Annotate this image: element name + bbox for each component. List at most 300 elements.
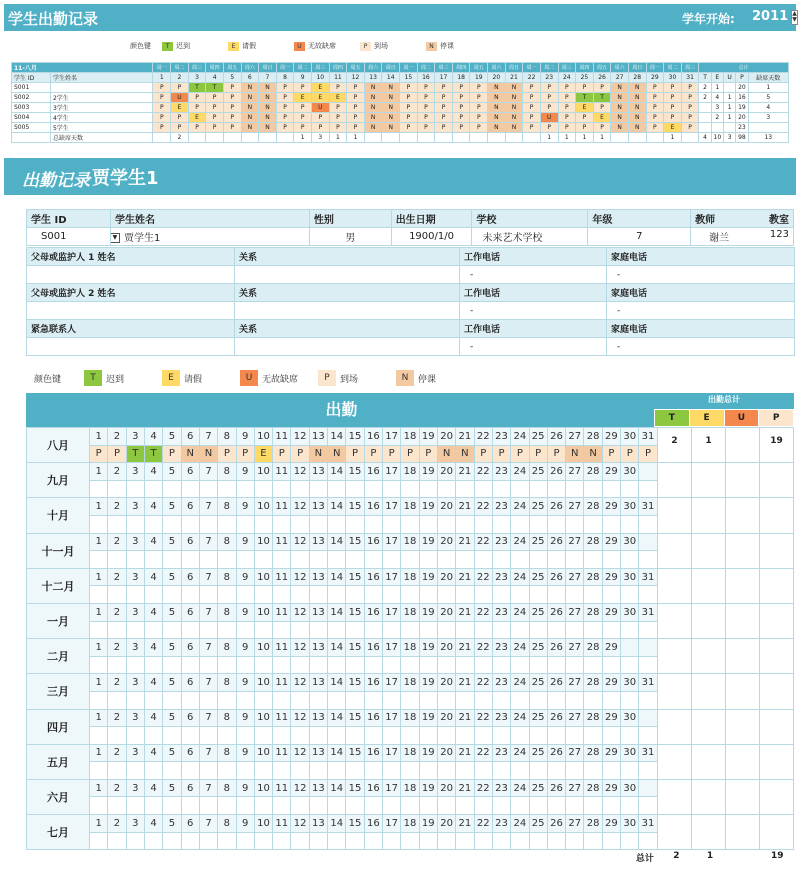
mini-mark[interactable]: N <box>259 83 277 93</box>
attendance-cell[interactable] <box>126 832 144 850</box>
attendance-cell[interactable] <box>108 832 126 850</box>
mini-mark[interactable]: P <box>347 93 365 103</box>
attendance-cell[interactable] <box>566 551 584 569</box>
attendance-cell[interactable] <box>474 656 492 674</box>
mini-mark[interactable]: E <box>329 93 347 103</box>
attendance-cell[interactable]: P <box>547 445 565 463</box>
attendance-cell[interactable]: P <box>108 445 126 463</box>
attendance-cell[interactable] <box>511 762 529 780</box>
attendance-cell[interactable] <box>566 586 584 604</box>
attendance-cell[interactable] <box>602 480 620 498</box>
attendance-cell[interactable] <box>126 480 144 498</box>
attendance-cell[interactable] <box>291 551 309 569</box>
attendance-cell[interactable]: N <box>199 445 217 463</box>
attendance-cell[interactable] <box>621 586 639 604</box>
mini-mark[interactable]: N <box>505 113 523 123</box>
attendance-cell[interactable] <box>456 797 474 815</box>
attendance-cell[interactable] <box>492 656 510 674</box>
attendance-cell[interactable] <box>108 691 126 709</box>
attendance-cell[interactable] <box>309 586 327 604</box>
attendance-cell[interactable] <box>90 515 108 533</box>
mini-mark[interactable]: U <box>311 103 329 113</box>
mini-mark[interactable]: P <box>540 123 558 133</box>
attendance-cell[interactable] <box>437 656 455 674</box>
mini-mark[interactable]: N <box>488 103 506 113</box>
attendance-cell[interactable] <box>419 691 437 709</box>
attendance-cell[interactable] <box>383 762 401 780</box>
mini-mark[interactable]: N <box>611 83 629 93</box>
attendance-cell[interactable] <box>474 762 492 780</box>
mini-mark[interactable]: P <box>646 103 664 113</box>
mini-mark[interactable]: P <box>435 113 453 123</box>
mini-mark[interactable]: P <box>188 123 206 133</box>
mini-mark[interactable]: P <box>435 83 453 93</box>
attendance-cell[interactable] <box>254 656 272 674</box>
mini-mark[interactable]: P <box>206 123 224 133</box>
mini-mark[interactable]: N <box>364 113 382 123</box>
mini-mark[interactable]: N <box>241 113 259 123</box>
attendance-cell[interactable] <box>144 621 162 639</box>
mini-mark[interactable]: N <box>364 93 382 103</box>
guardian-value[interactable] <box>235 302 460 320</box>
attendance-cell[interactable] <box>273 832 291 850</box>
mini-mark[interactable]: P <box>276 93 294 103</box>
attendance-cell[interactable] <box>126 797 144 815</box>
attendance-cell[interactable] <box>163 762 181 780</box>
attendance-cell[interactable] <box>492 586 510 604</box>
attendance-cell[interactable] <box>181 515 199 533</box>
attendance-cell[interactable] <box>566 762 584 780</box>
attendance-cell[interactable] <box>144 551 162 569</box>
mini-mark[interactable]: P <box>294 113 312 123</box>
attendance-cell[interactable] <box>602 515 620 533</box>
attendance-cell[interactable] <box>584 480 602 498</box>
mini-mark[interactable]: N <box>382 123 400 133</box>
attendance-cell[interactable] <box>602 691 620 709</box>
mini-mark[interactable]: P <box>593 83 611 93</box>
attendance-cell[interactable] <box>419 727 437 745</box>
attendance-cell[interactable] <box>437 832 455 850</box>
attendance-cell[interactable] <box>511 621 529 639</box>
attendance-cell[interactable] <box>529 480 547 498</box>
mini-mark[interactable]: N <box>241 123 259 133</box>
attendance-cell[interactable] <box>621 480 639 498</box>
guardian-value[interactable]: - <box>607 302 795 320</box>
attendance-cell[interactable] <box>621 656 639 674</box>
mini-mark[interactable]: P <box>470 123 488 133</box>
mini-mark[interactable]: P <box>576 123 594 133</box>
mini-mark[interactable]: N <box>382 83 400 93</box>
mini-mark[interactable]: P <box>646 123 664 133</box>
attendance-cell[interactable] <box>492 691 510 709</box>
mini-mark[interactable]: P <box>223 123 241 133</box>
mini-mark[interactable]: P <box>558 113 576 123</box>
attendance-cell[interactable] <box>639 832 657 850</box>
attendance-cell[interactable] <box>236 691 254 709</box>
attendance-cell[interactable] <box>218 621 236 639</box>
mini-mark[interactable]: P <box>523 123 541 133</box>
attendance-cell[interactable] <box>126 691 144 709</box>
attendance-cell[interactable] <box>346 727 364 745</box>
attendance-cell[interactable]: T <box>126 445 144 463</box>
mini-mark[interactable]: P <box>576 113 594 123</box>
attendance-cell[interactable] <box>547 480 565 498</box>
mini-mark[interactable]: P <box>664 113 682 123</box>
mini-mark[interactable]: P <box>171 123 189 133</box>
attendance-cell[interactable]: P <box>346 445 364 463</box>
attendance-cell[interactable] <box>547 797 565 815</box>
attendance-cell[interactable] <box>309 656 327 674</box>
attendance-cell[interactable] <box>437 621 455 639</box>
attendance-cell[interactable] <box>492 515 510 533</box>
attendance-cell[interactable] <box>547 762 565 780</box>
attendance-cell[interactable] <box>328 586 346 604</box>
mini-mark[interactable]: P <box>681 123 699 133</box>
mini-mark[interactable]: N <box>488 93 506 103</box>
attendance-cell[interactable] <box>346 797 364 815</box>
mini-mark[interactable]: P <box>311 113 329 123</box>
attendance-cell[interactable] <box>126 621 144 639</box>
attendance-cell[interactable] <box>291 656 309 674</box>
attendance-cell[interactable] <box>346 515 364 533</box>
attendance-cell[interactable] <box>511 832 529 850</box>
mini-mark[interactable]: P <box>276 83 294 93</box>
attendance-cell[interactable] <box>492 727 510 745</box>
attendance-cell[interactable] <box>144 515 162 533</box>
attendance-cell[interactable] <box>383 727 401 745</box>
guardian-value[interactable] <box>27 266 235 284</box>
attendance-cell[interactable] <box>602 656 620 674</box>
attendance-cell[interactable] <box>181 797 199 815</box>
attendance-cell[interactable] <box>236 727 254 745</box>
attendance-cell[interactable] <box>401 762 419 780</box>
attendance-cell[interactable] <box>218 586 236 604</box>
mini-mark[interactable]: P <box>681 83 699 93</box>
attendance-cell[interactable] <box>291 762 309 780</box>
mini-mark[interactable]: P <box>417 83 435 93</box>
mini-mark[interactable]: P <box>329 113 347 123</box>
attendance-cell[interactable] <box>163 797 181 815</box>
attendance-cell[interactable] <box>383 691 401 709</box>
attendance-cell[interactable] <box>639 551 657 569</box>
mini-student-row[interactable] <box>12 113 789 123</box>
mini-mark[interactable]: P <box>470 93 488 103</box>
mini-mark[interactable]: T <box>206 83 224 93</box>
attendance-cell[interactable]: N <box>437 445 455 463</box>
mini-mark[interactable]: E <box>188 113 206 123</box>
attendance-cell[interactable] <box>199 691 217 709</box>
attendance-cell[interactable] <box>566 621 584 639</box>
attendance-cell[interactable]: N <box>456 445 474 463</box>
attendance-cell[interactable] <box>309 621 327 639</box>
attendance-cell[interactable] <box>309 551 327 569</box>
attendance-cell[interactable] <box>218 832 236 850</box>
attendance-cell[interactable] <box>218 727 236 745</box>
mini-mark[interactable]: P <box>329 83 347 93</box>
attendance-cell[interactable] <box>584 691 602 709</box>
attendance-cell[interactable] <box>474 727 492 745</box>
attendance-cell[interactable] <box>218 551 236 569</box>
attendance-cell[interactable] <box>254 621 272 639</box>
attendance-cell[interactable]: P <box>236 445 254 463</box>
attendance-cell[interactable] <box>328 551 346 569</box>
attendance-cell[interactable] <box>383 656 401 674</box>
mini-mark[interactable]: N <box>505 83 523 93</box>
attendance-cell[interactable] <box>401 727 419 745</box>
mini-mark[interactable]: P <box>540 93 558 103</box>
attendance-cell[interactable]: P <box>401 445 419 463</box>
mini-mark[interactable]: P <box>681 113 699 123</box>
attendance-cell[interactable] <box>126 586 144 604</box>
attendance-cell[interactable] <box>492 797 510 815</box>
attendance-cell[interactable]: P <box>511 445 529 463</box>
attendance-cell[interactable] <box>181 762 199 780</box>
attendance-cell[interactable] <box>419 586 437 604</box>
attendance-cell[interactable] <box>437 762 455 780</box>
attendance-cell[interactable] <box>328 515 346 533</box>
attendance-cell[interactable] <box>547 515 565 533</box>
attendance-cell[interactable] <box>383 480 401 498</box>
attendance-cell[interactable] <box>456 586 474 604</box>
attendance-cell[interactable] <box>90 586 108 604</box>
attendance-cell[interactable] <box>566 656 584 674</box>
attendance-cell[interactable] <box>529 797 547 815</box>
mini-mark[interactable]: P <box>347 113 365 123</box>
mini-student-row[interactable] <box>12 93 789 103</box>
attendance-cell[interactable] <box>456 551 474 569</box>
guardian-value[interactable] <box>235 338 460 356</box>
mini-mark[interactable]: P <box>153 103 171 113</box>
mini-mark[interactable]: P <box>452 83 470 93</box>
mini-mark[interactable]: N <box>611 113 629 123</box>
attendance-cell[interactable] <box>456 480 474 498</box>
mini-mark[interactable]: E <box>664 123 682 133</box>
attendance-cell[interactable] <box>529 586 547 604</box>
guardian-value[interactable]: - <box>607 338 795 356</box>
attendance-cell[interactable] <box>639 515 657 533</box>
attendance-cell[interactable] <box>364 762 382 780</box>
attendance-cell[interactable] <box>309 727 327 745</box>
attendance-cell[interactable] <box>144 762 162 780</box>
attendance-cell[interactable]: N <box>309 445 327 463</box>
attendance-cell[interactable] <box>254 762 272 780</box>
mini-mark[interactable]: E <box>576 103 594 113</box>
attendance-cell[interactable] <box>108 551 126 569</box>
attendance-cell[interactable] <box>199 762 217 780</box>
mini-mark[interactable]: P <box>294 123 312 133</box>
attendance-cell[interactable] <box>566 515 584 533</box>
mini-mark[interactable]: P <box>417 93 435 103</box>
attendance-cell[interactable] <box>529 621 547 639</box>
attendance-cell[interactable] <box>328 762 346 780</box>
attendance-cell[interactable] <box>126 727 144 745</box>
attendance-cell[interactable] <box>364 797 382 815</box>
attendance-cell[interactable] <box>254 832 272 850</box>
attendance-cell[interactable] <box>309 832 327 850</box>
attendance-cell[interactable] <box>90 727 108 745</box>
attendance-cell[interactable] <box>163 656 181 674</box>
attendance-cell[interactable] <box>621 515 639 533</box>
attendance-cell[interactable] <box>254 586 272 604</box>
attendance-cell[interactable] <box>547 691 565 709</box>
attendance-cell[interactable] <box>218 480 236 498</box>
attendance-cell[interactable] <box>529 727 547 745</box>
mini-mark[interactable]: P <box>153 123 171 133</box>
mini-mark[interactable]: P <box>329 103 347 113</box>
attendance-cell[interactable] <box>621 621 639 639</box>
attendance-cell[interactable] <box>621 551 639 569</box>
attendance-cell[interactable] <box>218 797 236 815</box>
mini-mark[interactable]: P <box>206 103 224 113</box>
attendance-cell[interactable] <box>529 762 547 780</box>
mini-mark[interactable]: N <box>259 103 277 113</box>
attendance-cell[interactable] <box>364 832 382 850</box>
attendance-cell[interactable] <box>236 656 254 674</box>
mini-mark[interactable]: P <box>171 83 189 93</box>
attendance-cell[interactable] <box>108 797 126 815</box>
attendance-cell[interactable] <box>273 656 291 674</box>
attendance-cell[interactable] <box>364 727 382 745</box>
mini-mark[interactable]: P <box>400 103 418 113</box>
guardian-value[interactable]: - <box>460 338 607 356</box>
mini-mark[interactable]: P <box>558 83 576 93</box>
attendance-cell[interactable] <box>474 586 492 604</box>
mini-mark[interactable]: N <box>382 103 400 113</box>
mini-mark[interactable]: P <box>452 113 470 123</box>
mini-mark[interactable]: P <box>347 103 365 113</box>
attendance-cell[interactable] <box>621 727 639 745</box>
attendance-cell[interactable] <box>602 727 620 745</box>
year-spinner[interactable]: ▲ ▼ <box>792 10 797 23</box>
attendance-cell[interactable] <box>602 551 620 569</box>
attendance-cell[interactable] <box>199 586 217 604</box>
attendance-cell[interactable] <box>456 515 474 533</box>
mini-mark[interactable]: P <box>188 103 206 113</box>
attendance-cell[interactable]: N <box>181 445 199 463</box>
mini-mark[interactable]: N <box>488 123 506 133</box>
attendance-cell[interactable] <box>602 797 620 815</box>
attendance-cell[interactable] <box>492 762 510 780</box>
mini-mark[interactable]: P <box>523 83 541 93</box>
mini-mark[interactable]: P <box>153 113 171 123</box>
attendance-cell[interactable] <box>254 480 272 498</box>
attendance-cell[interactable] <box>529 691 547 709</box>
attendance-cell[interactable] <box>144 656 162 674</box>
attendance-cell[interactable] <box>199 621 217 639</box>
attendance-cell[interactable] <box>547 656 565 674</box>
attendance-cell[interactable] <box>181 586 199 604</box>
mini-mark[interactable]: P <box>206 113 224 123</box>
attendance-cell[interactable] <box>199 727 217 745</box>
attendance-cell[interactable] <box>547 551 565 569</box>
attendance-cell[interactable] <box>383 797 401 815</box>
mini-mark[interactable]: N <box>611 103 629 113</box>
mini-mark[interactable]: E <box>171 103 189 113</box>
attendance-cell[interactable] <box>181 480 199 498</box>
attendance-cell[interactable] <box>419 762 437 780</box>
attendance-cell[interactable] <box>273 551 291 569</box>
attendance-cell[interactable] <box>419 656 437 674</box>
attendance-cell[interactable] <box>621 797 639 815</box>
attendance-cell[interactable] <box>474 551 492 569</box>
mini-mark[interactable]: P <box>470 83 488 93</box>
attendance-cell[interactable] <box>383 621 401 639</box>
mini-mark[interactable]: P <box>576 83 594 93</box>
attendance-cell[interactable]: N <box>328 445 346 463</box>
attendance-cell[interactable] <box>273 621 291 639</box>
mini-mark[interactable]: P <box>206 93 224 103</box>
mini-mark[interactable]: T <box>576 93 594 103</box>
attendance-cell[interactable] <box>639 797 657 815</box>
attendance-cell[interactable]: N <box>566 445 584 463</box>
attendance-cell[interactable] <box>346 621 364 639</box>
attendance-cell[interactable] <box>126 762 144 780</box>
mini-mark[interactable]: N <box>505 123 523 133</box>
guardian-value[interactable] <box>27 302 235 320</box>
attendance-cell[interactable] <box>437 691 455 709</box>
attendance-cell[interactable] <box>474 480 492 498</box>
mini-mark[interactable]: P <box>523 113 541 123</box>
attendance-cell[interactable] <box>584 551 602 569</box>
attendance-cell[interactable] <box>456 656 474 674</box>
mini-mark[interactable]: P <box>523 103 541 113</box>
attendance-cell[interactable] <box>126 656 144 674</box>
attendance-cell[interactable] <box>584 656 602 674</box>
attendance-cell[interactable] <box>474 832 492 850</box>
attendance-cell[interactable] <box>328 691 346 709</box>
mini-mark[interactable]: P <box>400 83 418 93</box>
guardian-value[interactable]: - <box>460 302 607 320</box>
mini-mark[interactable]: P <box>223 113 241 123</box>
attendance-cell[interactable] <box>492 832 510 850</box>
mini-mark[interactable]: P <box>417 123 435 133</box>
attendance-cell[interactable] <box>126 551 144 569</box>
mini-mark[interactable]: N <box>364 123 382 133</box>
attendance-cell[interactable] <box>401 586 419 604</box>
mini-mark[interactable]: P <box>558 123 576 133</box>
attendance-cell[interactable] <box>437 727 455 745</box>
attendance-cell[interactable] <box>529 656 547 674</box>
start-year-value[interactable]: 2011 <box>752 9 789 24</box>
attendance-cell[interactable] <box>346 762 364 780</box>
attendance-cell[interactable] <box>364 621 382 639</box>
attendance-cell[interactable] <box>364 691 382 709</box>
attendance-cell[interactable] <box>401 656 419 674</box>
attendance-cell[interactable]: P <box>529 445 547 463</box>
mini-mark[interactable]: P <box>347 83 365 93</box>
mini-mark[interactable]: P <box>593 103 611 113</box>
mini-mark[interactable]: E <box>311 93 329 103</box>
attendance-cell[interactable]: P <box>291 445 309 463</box>
attendance-cell[interactable] <box>511 551 529 569</box>
mini-mark[interactable]: P <box>681 103 699 113</box>
mini-mark[interactable]: P <box>276 123 294 133</box>
attendance-cell[interactable] <box>437 797 455 815</box>
attendance-cell[interactable] <box>566 691 584 709</box>
attendance-cell[interactable] <box>346 691 364 709</box>
mini-mark[interactable]: N <box>382 93 400 103</box>
attendance-cell[interactable] <box>291 586 309 604</box>
attendance-cell[interactable] <box>328 480 346 498</box>
attendance-cell[interactable] <box>437 551 455 569</box>
attendance-cell[interactable] <box>529 832 547 850</box>
attendance-cell[interactable] <box>163 480 181 498</box>
mini-mark[interactable]: N <box>505 103 523 113</box>
attendance-cell[interactable] <box>401 621 419 639</box>
mini-mark[interactable]: P <box>540 103 558 113</box>
attendance-cell[interactable] <box>236 797 254 815</box>
attendance-cell[interactable] <box>364 586 382 604</box>
